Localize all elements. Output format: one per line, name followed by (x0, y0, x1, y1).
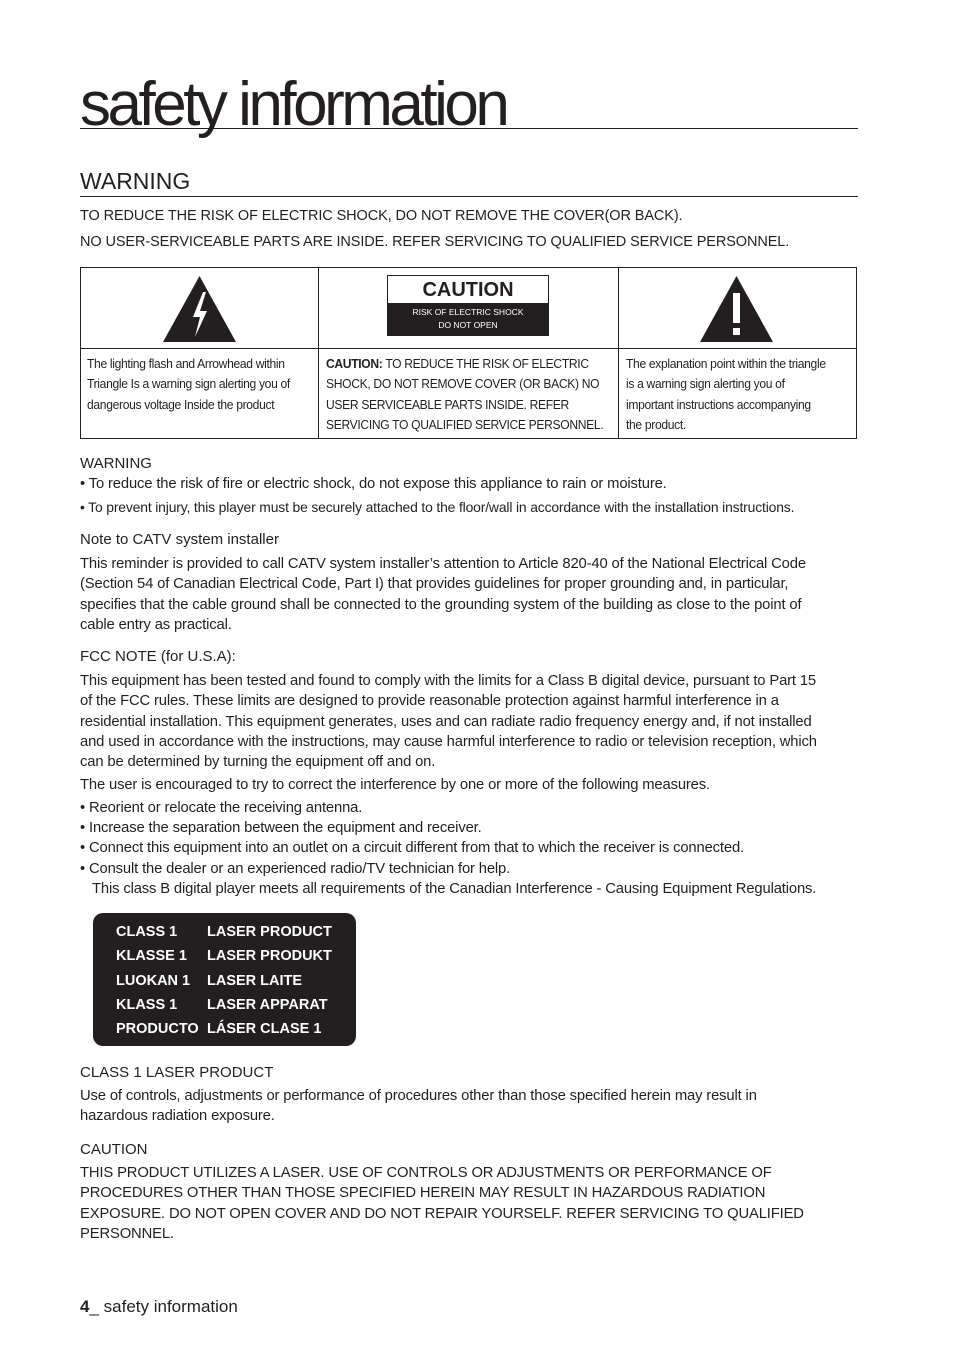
warning-line-2: NO USER-SERVICEABLE PARTS ARE INSIDE. REFER SERVICING TO QUALIFIED SERVICE PERSONNEL. (80, 234, 790, 250)
caution-band-line-1: RISK OF ELECTRIC SHOCK (412, 307, 524, 317)
catv-heading: Note to CATV system installer (80, 531, 279, 548)
laser-row: KLASSE 1 LASER PRODUKT (116, 948, 332, 964)
caution-bold: CAUTION: (326, 356, 383, 371)
fcc-bullet-2: • Increase the separation between the equipment and receiver. (80, 820, 482, 836)
caution-label-title: CAUTION (422, 279, 514, 301)
caution-label-box (387, 275, 549, 336)
fcc-bullet-4: • Consult the dealer or an experienced radio/TV technician for help. (80, 861, 511, 877)
fcc-bullet-3: • Connect this equipment into an outlet on a circuit different from that to which the receiver is connected. (80, 840, 744, 856)
warning-rule (80, 196, 858, 197)
symbol-table (80, 267, 857, 439)
caution-band-line-2: DO NOT OPEN (438, 320, 498, 330)
caution-label-band (388, 303, 548, 335)
laser-row: PRODUCTO LÁSER CLASE 1 (116, 1021, 322, 1037)
page-footer (80, 1297, 238, 1317)
page-number: 4 (80, 1297, 90, 1316)
exclamation-triangle-icon (699, 275, 774, 343)
laser-row: KLASS 1 LASER APPARAT (116, 997, 328, 1013)
warning2-bullet-1: • To reduce the risk of fire or electric shock, do not expose this appliance to rain or moisture. (80, 476, 667, 492)
fcc-bullet-1: • Reorient or relocate the receiving antenna. (80, 800, 363, 816)
fcc-encourage: The user is encouraged to try to correct the interference by one or more of the following measures. (80, 777, 710, 793)
laser-label (93, 913, 356, 1046)
warning-line-1: TO REDUCE THE RISK OF ELECTRIC SHOCK, DO NOT REMOVE THE COVER(OR BACK). (80, 208, 683, 224)
col-divider (318, 268, 319, 438)
laser-row: LUOKAN 1 LASER LAITE (116, 973, 303, 989)
warning2-heading: WARNING (80, 455, 152, 472)
fcc-paragraph: This equipment has been tested and found to comply with the limits for a Class B digital device, pursuant to Part 15 of the FCC rules. These limits are designed to provide reasonable protection against harmful interference in a residential installation. This equipment generates, uses and can radiate radio frequency energy and, if not installed and used in accordance with the instructions, may cause harmful interference to radio or television reception, which can be determined by turning the equipment off and on. (80, 673, 817, 771)
caution-description: CAUTION: TO REDUCE THE RISK OF ELECTRIC SHOCK, DO NOT REMOVE COVER (OR BACK) NO USER SERVICEABLE PARTS INSIDE. REFER SERVICING TO QUALIFIED SERVICE PERSONNEL. (326, 356, 604, 432)
col-divider (618, 268, 619, 438)
class1-paragraph: Use of controls, adjustments or performance of procedures other than those specified herein may result in hazardous radiation exposure. (80, 1088, 757, 1125)
warning-heading: WARNING (80, 168, 191, 194)
catv-paragraph: This reminder is provided to call CATV system installer’s attention to Article 820-40 of the National Electrical Code (Section 54 of Canadian Electrical Code, Part I) that provides guidelines for proper grounding and, in particular, specifies that the cable ground shall be connected to the grounding system of the building as close to the point of cable entry as practical. (80, 556, 806, 633)
laser-row: CLASS 1 LASER PRODUCT (116, 924, 332, 940)
fcc-heading: FCC NOTE (for U.S.A): (80, 648, 236, 665)
exclamation-description: The explanation point within the triangle is a warning sign alerting you of important instructions accompanying the product. (626, 356, 826, 432)
fcc-class-b: This class B digital player meets all requirements of the Canadian Interference - Causing Equipment Regulations. (92, 881, 817, 897)
class1-heading: CLASS 1 LASER PRODUCT (80, 1064, 274, 1081)
footer-label: _ safety information (89, 1297, 238, 1316)
lightning-description: The lighting flash and Arrowhead within Triangle Is a warning sign alerting you of dangerous voltage Inside the product (87, 356, 290, 412)
lightning-triangle-icon (162, 275, 237, 343)
row-divider (81, 348, 856, 349)
caution-paragraph: THIS PRODUCT UTILIZES A LASER. USE OF CONTROLS OR ADJUSTMENTS OR PERFORMANCE OF PROCEDURES OTHER THAN THOSE SPECIFIED HEREIN MAY RESULT IN HAZARDOUS RADIATION EXPOSURE. DO NOT OPEN COVER AND DO NOT REPAIR YOURSELF. REFER SERVICING TO QUALIFIED PERSONNEL. (80, 1165, 804, 1242)
caution-heading: CAUTION (80, 1141, 148, 1158)
title-rule (80, 128, 858, 129)
warning2-bullet-2: • To prevent injury, this player must be securely attached to the floor/wall in accordance with the installation instructions. (80, 499, 795, 515)
page-title: safety information (80, 70, 507, 139)
